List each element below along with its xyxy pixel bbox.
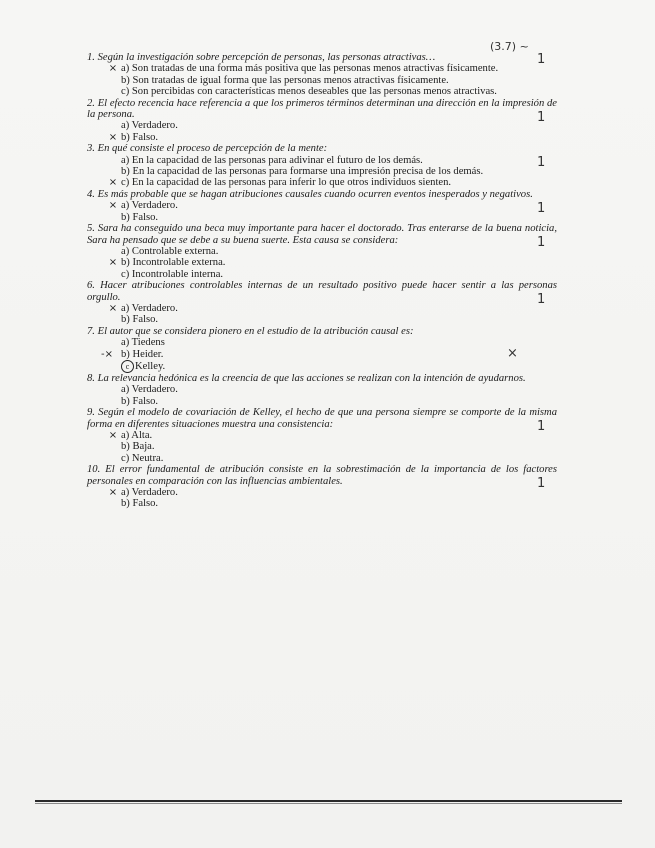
option-text: b) Falso. xyxy=(121,131,159,143)
answer-option xyxy=(87,246,557,257)
option-text: Kelley. xyxy=(135,360,166,372)
option-text: a) Alta. xyxy=(121,430,153,441)
option-text: c) Incontrolable interna. xyxy=(121,268,224,280)
answer-option xyxy=(87,303,557,314)
option-text: b) Baja. xyxy=(121,441,155,453)
page-bottom-rule xyxy=(35,800,622,802)
score-mark: 1 xyxy=(537,419,546,435)
score-mark: 1 xyxy=(537,292,546,308)
option-text: c) En la capacidad de las personas para inferir lo que otros individuos sienten. xyxy=(121,177,452,189)
selected-x-mark: × xyxy=(108,487,118,499)
option-text: a) Verdadero. xyxy=(121,302,178,314)
option-text: b) Falso. xyxy=(121,395,159,407)
question-text: 5. Sara ha conseguido una beca muy importante para hacer el doctorado. Tras enterarse de la buena noticia, Sara ha pensado que se debe a su buena suerte. Esta causa se considera: xyxy=(87,223,557,246)
question-text: 9. Según el modelo de covariación de Kelley, el hecho de que una persona siempre se comporte de la misma forma en diferentes situaciones muestra una consistencia: xyxy=(87,407,557,430)
question-block xyxy=(87,326,557,373)
question-block xyxy=(87,407,557,464)
selected-x-mark: × xyxy=(108,131,118,143)
option-text: a) Controlable externa. xyxy=(121,245,219,257)
question-block xyxy=(87,223,557,280)
score-mark: 1 xyxy=(537,235,546,251)
option-text: a) Verdadero. xyxy=(121,120,178,132)
answer-option xyxy=(87,487,557,498)
answer-option xyxy=(87,314,557,325)
selected-x-mark: × xyxy=(108,200,118,212)
option-text: a) Tiedens xyxy=(121,337,165,349)
question-text: 3. En qué consiste el proceso de percepción de la mente: xyxy=(87,143,328,155)
exam-content xyxy=(87,52,557,510)
question-block xyxy=(87,52,557,98)
selected-x-mark: × xyxy=(108,430,118,441)
question-text: 8. La relevancia hedónica es la creencia de que las acciones se realizan con la intención de ayudarnos. xyxy=(87,372,526,384)
answer-option xyxy=(87,430,557,441)
option-text: a) Verdadero. xyxy=(121,200,178,212)
answer-option xyxy=(87,63,557,74)
option-text: a) Verdadero. xyxy=(121,487,178,499)
option-text: a) En la capacidad de las personas para adivinar el futuro de los demás. xyxy=(121,154,423,166)
question-block xyxy=(87,373,557,407)
score-mark: 1 xyxy=(537,109,546,125)
answer-option xyxy=(87,441,557,452)
answer-option xyxy=(87,154,557,171)
option-text: b) Incontrolable externa. xyxy=(121,257,226,269)
question-block xyxy=(87,280,557,326)
answer-option xyxy=(87,132,557,143)
answer-option xyxy=(87,269,557,280)
answer-option xyxy=(87,75,557,86)
option-text: a) Verdadero. xyxy=(121,384,178,396)
answer-option xyxy=(87,200,557,211)
option-text: b) En la capacidad de las personas para formarse una impresión precisa de los demás. xyxy=(121,166,484,178)
question-text: 1. Según la investigación sobre percepción de personas, las personas atractivas… xyxy=(87,52,436,63)
option-text: a) Son tratadas de una forma más positiva que las personas menos atractivas físicamente. xyxy=(121,63,499,75)
score-mark: 1 xyxy=(537,200,546,216)
option-text: b) Falso. xyxy=(121,211,159,223)
answer-option xyxy=(87,453,557,464)
answer-option xyxy=(87,396,557,407)
option-text: c) Son percibidas con características menos deseables que las personas menos atractivas. xyxy=(121,86,497,98)
option-text: b) Falso. xyxy=(121,314,159,326)
question-text: 2. El efecto recencia hace referencia a que los primeros términos determinan una dirección en la impresión de la persona. xyxy=(87,97,557,121)
question-text: 6. Hacer atribuciones controlables internas de un resultado positivo puede hacer sentir a las personas orgullo. xyxy=(87,280,557,303)
header-score-mark: (3.7) ~ xyxy=(490,40,529,53)
answer-option xyxy=(87,120,557,131)
question-block xyxy=(87,464,557,510)
answer-option xyxy=(87,498,557,509)
question-block xyxy=(87,98,557,144)
selected-x-mark: × xyxy=(108,257,118,269)
answer-option xyxy=(87,345,557,361)
question-block xyxy=(87,189,557,223)
selected-x-mark: × xyxy=(108,302,118,314)
answer-option xyxy=(87,212,557,223)
score-mark: 1 xyxy=(537,476,546,492)
question-text: 10. El error fundamental de atribución consiste en la sobrestimación de la importancia de los factores personales en comparación con las influencias ambientales. xyxy=(87,464,557,487)
question-text: 7. El autor que se considera pionero en el estudio de la atribución causal es: xyxy=(87,325,414,337)
crossed-out-mark: -× xyxy=(101,348,113,360)
answer-option xyxy=(87,257,557,268)
question-text: 4. Es más probable que se hagan atribuciones causales cuando ocurren eventos inesperados y negativos. xyxy=(87,188,533,200)
wrong-mark: × xyxy=(507,345,518,361)
page-bottom-rule-shadow xyxy=(35,803,622,804)
option-text: b) Falso. xyxy=(121,498,159,510)
selected-x-mark: × xyxy=(108,177,118,189)
selected-x-mark: × xyxy=(108,63,118,75)
score-mark: 1 xyxy=(537,52,546,67)
answer-option xyxy=(87,177,557,188)
answer-option xyxy=(87,86,557,97)
option-text: b) Heider. xyxy=(121,348,164,360)
question-block xyxy=(87,143,557,189)
circled-answer-letter: c xyxy=(121,360,134,373)
option-text: c) Neutra. xyxy=(121,452,164,464)
score-mark: 1 xyxy=(537,155,546,171)
answer-option xyxy=(87,337,557,348)
answer-option xyxy=(87,166,557,177)
answer-option xyxy=(87,360,557,373)
option-text: b) Son tratadas de igual forma que las personas menos atractivas físicamente. xyxy=(121,74,449,86)
answer-option xyxy=(87,384,557,395)
